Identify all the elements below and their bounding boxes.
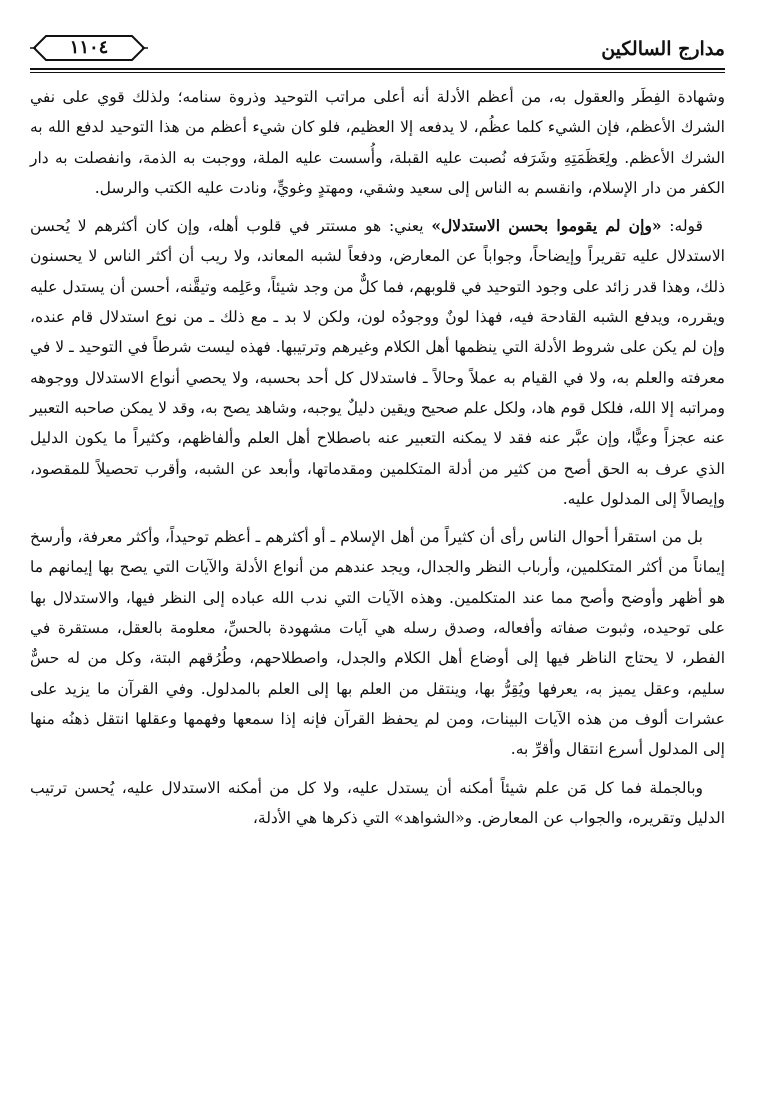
quoted-phrase: «وإن لم يقوموا بحسن الاستدلال» <box>431 216 662 236</box>
paragraph-4: وبالجملة فما كل مَن علم شيئاً أمكنه أن يستدل عليه، ولا كل من أمكنه الاستدلال عليه، يُحسن ترتيب الدليل وتقريره، والجواب عن المعارض. و«الشواهد» التي ذكرها هي الأدلة، <box>30 778 725 827</box>
header-rule <box>30 68 725 70</box>
paragraph-2-text: يعني: هو مستتر في قلوب أهله، وإن كان أكثرهم لا يُحسن الاستدلال عليه تقريراً وإيضاحاً، وجواباً عن المعارض، ودفعاً لشبه المعاند، ولا ريب أن أكثر الناس لا يحسنون ذلك، وهذا قدر زائد على وجود التوحيد في قلوبهم، فما كلٌّ من وجد شيئاً، وعَلِمه وتيقَّنه، أحسن أن يستدل عليه ويقرره، ويدفع الشبه القادحة فيه، فهذا لونٌ ووجودُه لون، ولكن لا بد ـ مع ذلك ـ من نوع استدلال قام عنده، وإن لم يكن على شروط الأدلة التي ينظمها أهل الكلام وغيرهم وترتيبها. فهذه ليست شرطاً في التوحيد ـ لا في معرفته والعلم به، ولا في القيام به عملاً وحالاً ـ فاستدلال كل أحد بحسبه، ولا يحصي أنواع الاستدلال ووجوهه ومراتبه إلا الله، فلكل قوم هاد، ولكل علم صحيح ويقين دليلٌ يوجبه، وشاهد يصح به، وقد لا يمكن صاحبه التعبير عنه عجزاً وعيًّا، وإن عبَّر عنه فقد لا يمكنه التعبير عنه باصطلاح أهل العلم وألفاظهم، وكثيراً ما يكون الدليل الذي عرف به الحق أصح من كثير من أدلة المتكلمين ومقدماتها، وأبعد عن الشبه، وأقرب تحصيلاً للمقصود، وإيصالاً إلى المدلول عليه. <box>30 217 725 508</box>
paragraph-2-lead: قوله: <box>669 217 703 236</box>
paragraph-3: بل من استقرأ أحوال الناس رأى أن كثيراً من أهل الإسلام ـ أو أكثرهم ـ أعظم توحيداً، وأكثر معرفة، وأرسخ إيماناً من أكثر المتكلمين، وأرباب النظر والجدال، ويجد عندهم من أنواع الأدلة والآيات التي يصح بها إيمانهم ما هو أظهر وأوضح وأصح مما عند المتكلمين. وهذه الآيات التي ندب الله عباده إلى النظر فيها، والاستدلال بها على توحيده، وثبوت صفاته وأفعاله، وصدق رسله هي آيات مشهودة بالحسِّ، معلومة بالعقل، مستقرة في الفطر، لا يحتاج الناظر فيها إلى أوضاع أهل الكلام والجدل، واصطلاحهم، وطُرُقهم البتة، وكل من له حسٌّ سليم، وعقل يميز به، يعرفها ويُقِرُّ بها، وينتقل من العلم بها إلى العلم بالمدلول. وفي القرآن ما يزيد على عشرات ألوف من هذه الآيات البينات، ومن لم يحفظ القرآن فإنه إذا سمعها وفهمها وعقلها انتقل ذهنُه منها إلى المدلول أسرع انتقال وأقرِّ به. <box>30 528 725 759</box>
body-text <box>30 82 725 833</box>
page-number: ١١٠٤ <box>69 37 109 58</box>
page-header <box>30 30 725 70</box>
page-number-box <box>30 32 148 64</box>
paragraph-2 <box>30 211 725 514</box>
paragraph-1: وشهادة الفِطَر والعقول به، من أعظم الأدلة أنه أعلى مراتب التوحيد وذروة سنامه؛ ولذلك قوي على نفي الشرك الأعظم، فإن الشيء كلما عظُم، لا يدفعه إلا العظيم، فلو كان شيء أعظم من هذا التوحيد لدفع الله به الشرك الأعظم. ولِعَظَمَتِهِ وشَرَفه نُصبت عليه القبلة، وأُسست عليه الملة، ووجبت به الذمة، وانفصلت به دار الكفر من دار الإسلام، وانقسم به الناس إلى سعيد وشقي، ومهتدٍ وغويٍّ، ونادت عليه الكتب والرسل. <box>30 88 725 197</box>
header-rule-thin <box>30 72 725 73</box>
book-title: مدارج السالكين <box>601 38 725 60</box>
